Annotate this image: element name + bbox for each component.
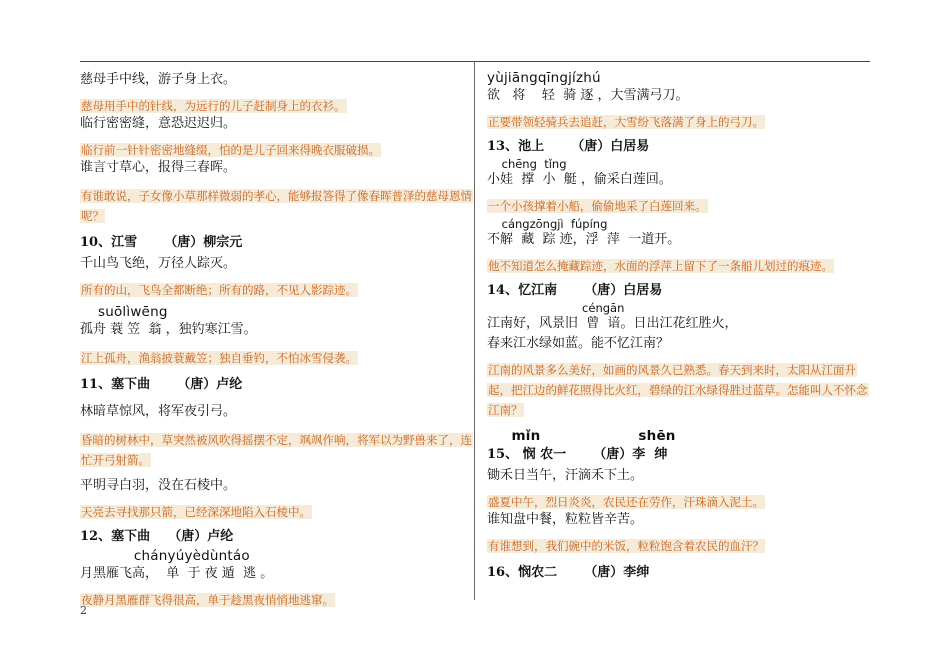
translation-note: 江南的风景多么美好，如画的风景久已熟悉。春天到来时，太阳从江面升起，把江边的鲜花照得比火红，碧绿的江水绿得胜过蓝草。怎能叫人不怀念江南？	[488, 363, 868, 417]
translation-note: 夜静月黑雁群飞得很高，单于趁黑夜悄悄地逃窜。	[81, 593, 334, 607]
poem-line: 欲 将 轻 骑 逐 ，大雪满弓刀。	[487, 88, 689, 103]
right-column	[487, 70, 872, 584]
poem-line: 小娃 撑 小 艇 ，偷采白莲回。	[487, 172, 672, 187]
translation-note: 昏暗的树林中，草突然被风吹得摇摆不定，飒飒作响，将军以为野兽来了，连忙开弓射箭。	[81, 433, 472, 467]
translation-note: 所有的山，飞鸟全都断绝；所有的路，不见人影踪迹。	[81, 283, 357, 297]
poem-line: 春来江水绿如蓝。能不忆江南？	[487, 336, 670, 351]
left-column	[80, 70, 472, 608]
pinyin-annotation: yùjiāngqīngjízhú	[487, 70, 601, 86]
poem-heading-11: 11、塞下曲 （唐）卢纶	[80, 377, 243, 392]
translation-note: 天亮去寻找那只箭，已经深深地陷入石棱中。	[81, 505, 311, 519]
column-divider	[474, 61, 475, 600]
poem-line: 江南好，风景旧 曾 谙。日出江花红胜火，	[487, 316, 738, 331]
pinyin-annotation: céngān	[487, 301, 625, 315]
translation-note: 有谁敢说，子女像小草那样微弱的孝心，能够报答得了像春晖普泽的慈母恩情呢？	[81, 189, 472, 223]
poem-line: 平明寻白羽，没在石棱中。	[80, 478, 237, 493]
top-rule	[80, 61, 870, 62]
poem-heading-15: 15、 悯 农一 （唐）李 绅	[487, 447, 668, 462]
translation-note: 正要带领轻骑兵去追赶，大雪纷飞落满了身上的弓刀。	[488, 115, 764, 129]
poem-line: 孤舟 蓑 笠 翁 ，独钓寒江雪。	[80, 322, 257, 337]
translation-note: 盛夏中午，烈日炎炎，农民还在劳作，汗珠滴入泥土。	[488, 495, 764, 509]
pinyin-annotation: suōlìwēng	[80, 304, 168, 320]
poem-line: 锄禾日当午，汗滴禾下土。	[487, 468, 644, 483]
poem-heading-10: 10、江雪 （唐）柳宗元	[80, 235, 243, 250]
poem-heading-13: 13、池上 （唐）白居易	[487, 139, 650, 154]
poem-line: 林暗草惊风，将军夜引弓。	[80, 404, 237, 419]
translation-note: 临行前一针针密密地缝缀，怕的是儿子回来得晚衣服破损。	[81, 143, 380, 157]
poem-line: 谁知盘中餐，粒粒皆辛苦。	[487, 512, 644, 527]
translation-note: 慈母用手中的针线，为远行的儿子赶制身上的衣衫。	[81, 99, 346, 113]
translation-note: 江上孤舟，渔翁披蓑戴笠；独自垂钓，不怕冰雪侵袭。	[81, 351, 357, 365]
poem-line: 不解 藏 踪 迹，浮 萍 一道开。	[487, 232, 681, 247]
poem-heading-16: 16、悯农二 （唐）李绅	[487, 565, 650, 580]
poem-line: 千山鸟飞绝，万径人踪灭。	[80, 256, 237, 271]
page-number: 2	[80, 604, 87, 617]
poem-heading-12: 12、塞下曲 （唐）卢纶	[80, 529, 234, 544]
pinyin-annotation: chēng tǐng	[487, 157, 567, 171]
poem-line: 临行密密缝，意恐迟迟归。	[80, 116, 237, 131]
poem-line: 慈母手中线，游子身上衣。	[80, 72, 237, 87]
pinyin-annotation: chányúyèdùntáo	[80, 548, 250, 564]
translation-note: 他不知道怎么掩藏踪迹，水面的浮萍上留下了一条船儿划过的痕迹。	[488, 259, 833, 273]
poem-line: 谁言寸草心，报得三春晖。	[80, 160, 237, 175]
poem-heading-14: 14、忆江南 （唐）白居易	[487, 283, 663, 298]
translation-note: 一个小孩撑着小船，偷偷地采了白莲回来。	[488, 199, 707, 213]
translation-note: 有谁想到，我们碗中的米饭，粒粒饱含着农民的血汗？	[488, 539, 764, 553]
poem-line: 月黑雁飞高， 单 于 夜 遁 逃 。	[80, 566, 274, 581]
pinyin-annotation: mǐn shēn	[487, 428, 676, 444]
pinyin-annotation: cángzōngjì fúpíng	[487, 217, 608, 231]
